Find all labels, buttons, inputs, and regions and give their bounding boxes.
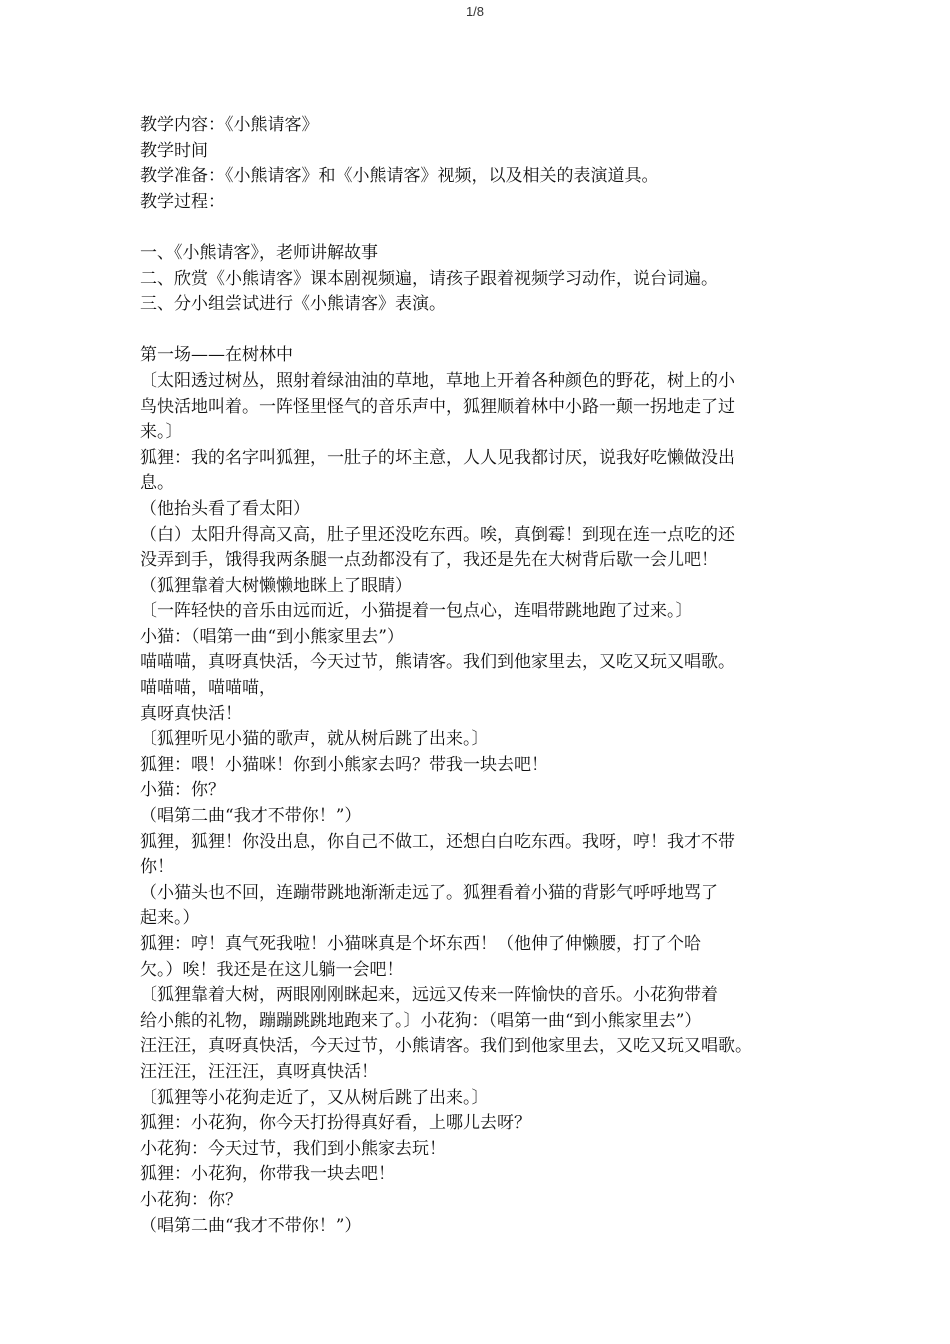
script-line: 喵喵喵，喵喵喵，: [140, 678, 276, 699]
script-line: （唱第二曲“我才不带你！”）: [140, 1215, 362, 1236]
script-line: 〔太阳透过树丛，照射着绿油油的草地，草地上开着各种颜色的野花，树上的小: [140, 370, 735, 391]
lesson-steps: [140, 241, 940, 318]
script-line: 狐狸：小花狗，你今天打扮得真好看，上哪儿去呀？: [140, 1113, 531, 1134]
script-line: 狐狸：小花狗，你带我一块去吧！: [140, 1164, 395, 1185]
script-line: 鸟快活地叫着。一阵怪里怪气的音乐声中，狐狸顺着林中小路一颠一拐地走了过: [140, 396, 735, 417]
script-line: 欠。）唉！我还是在这儿躺一会吧！: [140, 959, 404, 980]
script-line: 来。〕: [140, 422, 183, 443]
script-line: 狐狸：喂！小猫咪！你到小熊家去吗？带我一块去吧！: [140, 754, 548, 775]
script-line: 小花狗：今天过节，我们到小熊家去玩！: [140, 1138, 446, 1159]
spacer: [140, 215, 940, 241]
script-line: （狐狸靠着大树懒懒地眯上了眼睛）: [140, 575, 412, 596]
script-line: （小猫头也不回，连蹦带跳地渐渐走远了。狐狸看着小猫的背影气呼呼地骂了: [140, 882, 718, 903]
step-item: 二、欣赏《小熊请客》课本剧视频遍，请孩子跟着视频学习动作，说台词遍。: [140, 268, 718, 289]
script-line: 狐狸，狐狸！你没出息，你自己不做工，还想白白吃东西。我呀，哼！我才不带: [140, 831, 735, 852]
script-line: （白）太阳升得高又高，肚子里还没吃东西。唉，真倒霉！到现在连一点吃的还: [140, 524, 735, 545]
script-line: 汪汪汪，真呀真快活，今天过节，小熊请客。我们到他家里去，又吃又玩又唱歌。: [140, 1036, 752, 1057]
script-line: 小猫：（唱第一曲“到小熊家里去”）: [140, 626, 404, 647]
script-line: 起来。）: [140, 908, 200, 929]
script-line: 狐狸：哼！真气死我啦！小猫咪真是个坏东西！（他伸了伸懒腰，打了个哈: [140, 934, 701, 954]
script-line: 你！: [140, 857, 174, 878]
lesson-header: [140, 113, 940, 215]
script-line: （唱第二曲“我才不带你！”）: [140, 806, 362, 827]
script-line: 喵喵喵，真呀真快活，今天过节，熊请客。我们到他家里去，又吃又玩又唱歌。: [140, 652, 735, 673]
script-line: 没弄到手，饿得我两条腿一点劲都没有了，我还是先在大树背后歇一会儿吧！: [140, 550, 718, 571]
script-line: 给小熊的礼物，蹦蹦跳跳地跑来了。〕小花狗：（唱第一曲“到小熊家里去”）: [140, 1010, 702, 1031]
step-item: 三、分小组尝试进行《小熊请客》表演。: [140, 294, 446, 315]
page-number: 1/8: [465, 4, 485, 19]
script-line: 〔狐狸等小花狗走近了，又从树后跳了出来。〕: [140, 1087, 489, 1108]
lesson-process-line: 教学过程：: [140, 191, 225, 212]
script-line: 小猫：你？: [140, 780, 225, 801]
step-item: 一、《小熊请客》，老师讲解故事: [140, 242, 378, 263]
lesson-preparation-line: 教学准备：《小熊请客》和《小熊请客》视频，以及相关的表演道具。: [140, 166, 659, 187]
script-line: 汪汪汪，汪汪汪，真呀真快活！: [140, 1061, 378, 1082]
lesson-time-line: 教学时间: [140, 140, 208, 161]
script-line: 真呀真快活！: [140, 703, 242, 724]
script-line: 息。: [140, 473, 174, 494]
script-line: 〔狐狸靠着大树，两眼刚刚眯起来，远远又传来一阵愉快的音乐。小花狗带着: [140, 985, 718, 1006]
lesson-content-line: 教学内容：《小熊请客》: [140, 115, 319, 135]
document-body: [140, 113, 940, 1239]
script-line: 〔一阵轻快的音乐由远而近，小猫提着一包点心，连唱带跳地跑了过来。〕: [140, 601, 693, 622]
spacer: [140, 318, 940, 344]
script-line: （他抬头看了看太阳）: [140, 498, 310, 519]
scene-title: 第一场——在树林中: [140, 345, 293, 366]
play-script: [140, 343, 940, 1239]
script-line: 狐狸：我的名字叫狐狸，一肚子的坏主意，人人见我都讨厌，说我好吃懒做没出: [140, 447, 735, 468]
script-line: 〔狐狸听见小猫的歌声，就从树后跳了出来。〕: [140, 729, 489, 750]
script-line: 小花狗：你？: [140, 1189, 242, 1210]
